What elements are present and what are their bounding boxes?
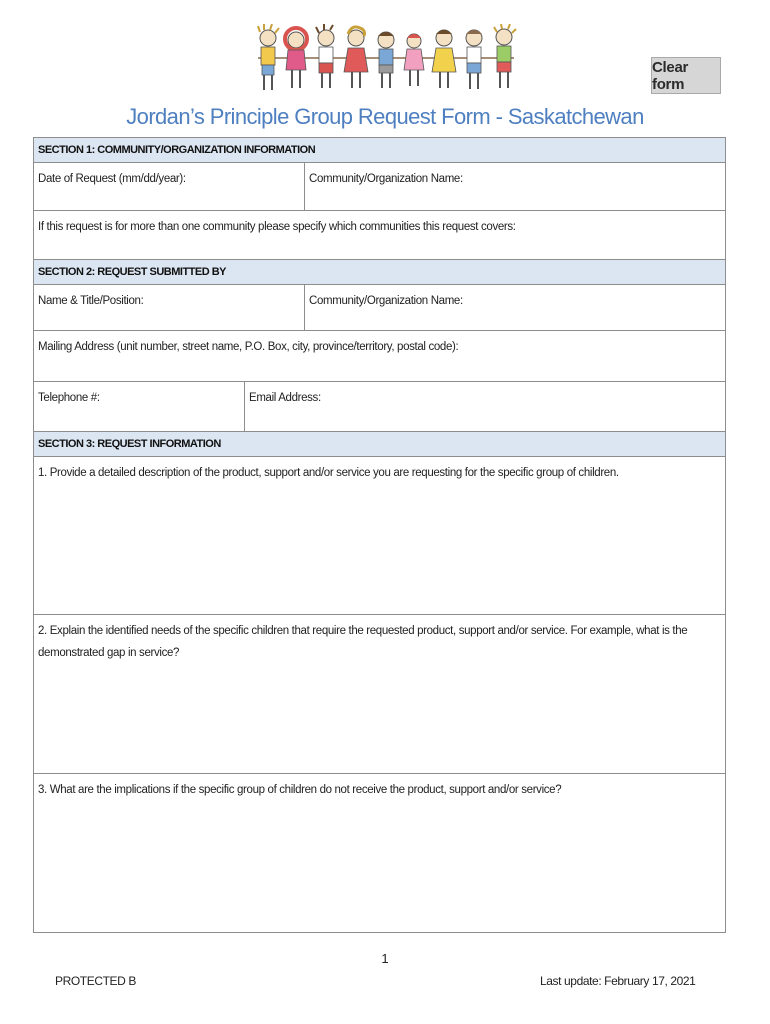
section3-row-q1 bbox=[34, 457, 725, 615]
child-figure bbox=[344, 27, 368, 88]
section1-heading-row bbox=[34, 138, 725, 163]
community-name-label: Community/Organization Name: bbox=[309, 173, 463, 185]
section2-row-contact bbox=[34, 382, 725, 432]
section3-row-q2 bbox=[34, 615, 725, 774]
form-title: Jordan’s Principle Group Request Form - Saskatchewan bbox=[126, 104, 644, 129]
child-figure bbox=[378, 32, 394, 88]
section1-heading: SECTION 1: COMMUNITY/ORGANIZATION INFORMATION bbox=[34, 138, 725, 162]
question3-label: 3. What are the implications if the specific group of children do not receive the product, support and/or service? bbox=[38, 784, 562, 796]
community-name-field[interactable] bbox=[305, 163, 725, 210]
child-figure bbox=[258, 24, 279, 90]
mailing-address-label: Mailing Address (unit number, street name, P.O. Box, city, province/territory, postal code): bbox=[38, 341, 459, 353]
clear-form-button[interactable]: Clear form bbox=[651, 57, 721, 94]
child-figure bbox=[285, 28, 307, 88]
section2-row-name bbox=[34, 285, 725, 331]
child-figure bbox=[494, 24, 516, 88]
section1-row-date bbox=[34, 163, 725, 211]
child-figure bbox=[432, 30, 456, 88]
section2-heading-row bbox=[34, 260, 725, 285]
section3-row-q3 bbox=[34, 774, 725, 932]
section2-row-mailing bbox=[34, 331, 725, 382]
protection-classification: PROTECTED B bbox=[55, 974, 136, 988]
question2-label: 2. Explain the identified needs of the specific children that require the requested product, support and/or service. For example, what is the demonstrated gap in service? bbox=[38, 625, 688, 659]
email-label: Email Address: bbox=[249, 392, 321, 404]
last-update-date: Last update: February 17, 2021 bbox=[540, 974, 696, 988]
telephone-field[interactable] bbox=[34, 382, 245, 431]
section1-row-multi bbox=[34, 211, 725, 260]
email-field[interactable] bbox=[245, 382, 725, 431]
name-title-label: Name & Title/Position: bbox=[38, 295, 144, 307]
child-figure bbox=[466, 30, 482, 89]
section3-heading: SECTION 3: REQUEST INFORMATION bbox=[34, 432, 725, 456]
multi-community-field[interactable] bbox=[34, 211, 725, 259]
page-number: 1 bbox=[381, 951, 389, 966]
submitter-community-field[interactable] bbox=[305, 285, 725, 330]
children-holding-hands-logo bbox=[248, 24, 524, 98]
question1-label: 1. Provide a detailed description of the product, support and/or service you are requesting for the specific group of children. bbox=[38, 467, 619, 479]
date-of-request-field[interactable] bbox=[34, 163, 305, 210]
child-figure bbox=[316, 24, 334, 88]
mailing-address-field[interactable] bbox=[34, 331, 725, 381]
question3-field[interactable] bbox=[34, 774, 725, 932]
telephone-label: Telephone #: bbox=[38, 392, 100, 404]
request-form bbox=[33, 137, 726, 933]
question2-field[interactable] bbox=[34, 615, 725, 773]
child-figure bbox=[404, 34, 424, 86]
submitter-community-label: Community/Organization Name: bbox=[309, 295, 463, 307]
question1-field[interactable] bbox=[34, 457, 725, 614]
name-title-field[interactable] bbox=[34, 285, 305, 330]
multi-community-label: If this request is for more than one community please specify which communities this request covers: bbox=[38, 221, 516, 233]
section3-heading-row bbox=[34, 432, 725, 457]
section2-heading: SECTION 2: REQUEST SUBMITTED BY bbox=[34, 260, 725, 284]
date-of-request-label: Date of Request (mm/dd/year): bbox=[38, 173, 186, 185]
